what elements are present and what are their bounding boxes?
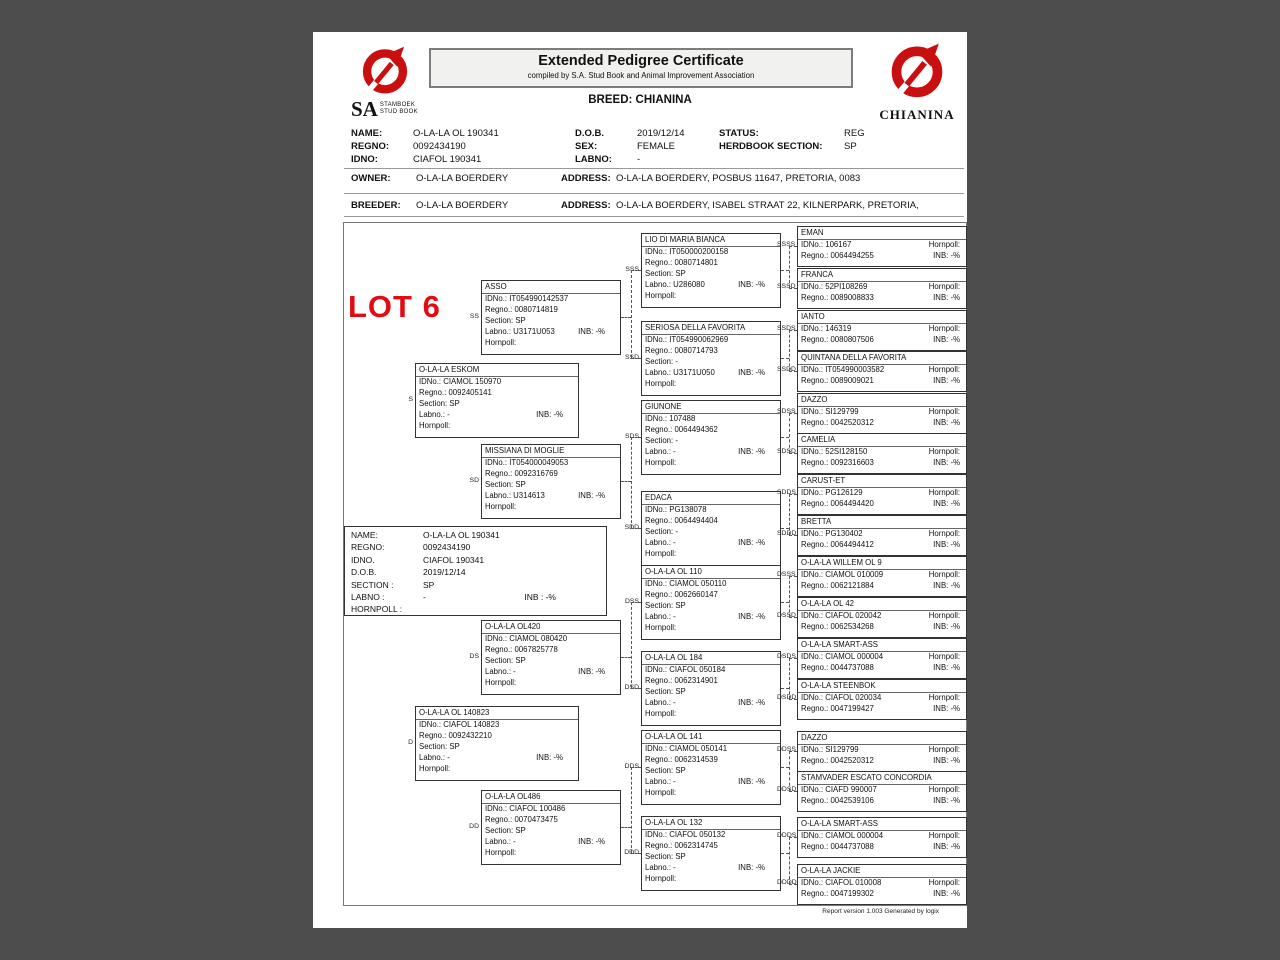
pedigree-box-dsds: O-LA-LA SMART-ASS IDNo.: CIAMOL 000004 Hornpoll: Regno.: 0044737088 INB: -%	[797, 638, 967, 679]
chianina-logo-icon	[885, 34, 949, 102]
animal-name: O-LA-LA OL 132	[642, 818, 780, 830]
pedigree-box-ssdd: QUINTANA DELLA FAVORITA IDNo.: IT054990003582 Hornpoll: Regno.: 0089009021 INB: -%	[797, 351, 967, 392]
gen-label-dds: DDS	[624, 762, 639, 770]
animal-name: O-LA-LA OL420	[482, 622, 620, 634]
animal-name: MISSIANA DI MOGLIE	[482, 446, 620, 458]
breed-heading: BREED: CHIANINA	[588, 94, 692, 106]
animal-name: SERIOSA DELLA FAVORITA	[642, 323, 780, 335]
chianina-logo	[869, 34, 965, 123]
info-row-3	[351, 153, 961, 166]
gen-label-dsss: DSSS	[777, 571, 796, 578]
pedigree-box-ddss: DAZZO IDNo.: SI129799 Hornpoll: Regno.: 0042520312 INB: -%	[797, 731, 967, 772]
sa-studbook-logo-icon	[357, 38, 413, 98]
breeder-address: O-LA-LA BOERDERY, ISABEL STRAAT 22, KILNERPARK, PRETORIA,	[616, 200, 919, 211]
pedigree-box-ddd: O-LA-LA OL 132 IDNo.: CIAFOL 050132 Regno.: 0062314745 Section: SP Labno.: - INB: -% Hornpoll:	[641, 816, 781, 891]
pedigree-connector	[789, 617, 797, 618]
regno-label: REGNO:	[351, 141, 389, 152]
animal-name: O-LA-LA OL486	[482, 792, 620, 804]
herdbook-label: HERDBOOK SECTION:	[719, 141, 823, 152]
pedigree-connector	[631, 688, 641, 689]
gen-label-ssds: SSDS	[777, 325, 796, 332]
labno-label: LABNO:	[575, 154, 612, 165]
gen-label-dsd: DSD	[624, 683, 639, 691]
gen-label-dsdd: DSDD	[777, 694, 797, 701]
gen-label-ddd: DDD	[624, 848, 639, 856]
pedigree-connector	[789, 494, 790, 535]
info-row-1	[351, 127, 961, 140]
pedigree-connector	[789, 884, 797, 885]
pedigree-box-sds: GIUNONE IDNo.: 107488 Regno.: 0064494362 Section: - Labno.: - INB: -% Hornpoll:	[641, 400, 781, 475]
gen-label-sdss: SDSS	[777, 408, 796, 415]
pedigree-connector	[789, 535, 797, 536]
pedigree-connector	[781, 358, 789, 359]
pedigree-connector	[789, 413, 790, 453]
pedigree-box-sdss: DAZZO IDNo.: SI129799 Hornpoll: Regno.: 0042520312 INB: -%	[797, 393, 967, 434]
pedigree-connector	[789, 699, 797, 700]
animal-name: EDACA	[642, 493, 780, 505]
pedigree-connector	[631, 437, 641, 438]
lot-number: LOT 6	[348, 289, 441, 324]
divider-line	[344, 168, 964, 169]
pedigree-connector	[789, 246, 790, 288]
pedigree-connector	[789, 658, 790, 699]
pedigree-box-dss: O-LA-LA OL 110 IDNo.: CIAMOL 050110 Regno.: 0062660147 Section: SP Labno.: - INB: -% Hornpoll:	[641, 565, 781, 640]
gen-label-ddsd: DDSD	[777, 786, 797, 793]
report-version-footer: Report version 1.003 Generated by logix	[822, 908, 939, 915]
pedigree-connector	[789, 791, 797, 792]
animal-name: O-LA-LA OL 184	[642, 653, 780, 665]
pedigree-connector	[631, 437, 632, 528]
pedigree-box-sssd: FRANCA IDNo.: 52PI108269 Hornpoll: Regno.: 0089008833 INB: -%	[797, 268, 967, 309]
certificate-title: Extended Pedigree Certificate	[538, 53, 744, 69]
pedigree-box-sss: LIO DI MARIA BIANCA IDNo.: IT050000200158 Regno.: 0080714801 Section: SP Labno.: U286080 INB: -% Hornpoll:	[641, 233, 781, 308]
animal-name: ASSO	[482, 282, 620, 294]
gen-label-ss: SS	[469, 312, 479, 320]
pedigree-connector	[621, 657, 631, 658]
owner-name: O-LA-LA BOERDERY	[416, 173, 509, 184]
pedigree-connector	[631, 853, 641, 854]
gen-label-dddd: DDDD	[777, 879, 797, 886]
pedigree-box-d: O-LA-LA OL 140823 IDNo.: CIAFOL 140823 Regno.: 0092432210 Section: SP Labno.: - INB: -% Hornpoll:	[415, 706, 579, 781]
gen-label-sdds: SDDS	[777, 489, 796, 496]
regno-value: 0092434190	[413, 141, 466, 152]
animal-info-grid	[351, 127, 961, 166]
gen-label-d: D	[408, 738, 413, 746]
pedigree-box-sdds: CARUST-ET IDNo.: PG126129 Hornpoll: Regno.: 0064494420 INB: -%	[797, 474, 967, 515]
pedigree-box-dd: O-LA-LA OL486 IDNo.: CIAFOL 100486 Regno.: 0070473475 Section: SP Labno.: - INB: -% Hornpoll:	[481, 790, 621, 865]
idno-label: IDNO:	[351, 154, 378, 165]
sa-logo-text: SA	[351, 97, 378, 121]
animal-name: O-LA-LA WILLEM OL 9	[798, 558, 966, 570]
animal-name: O-LA-LA JACKIE	[798, 866, 966, 878]
pedigree-box-ssss: EMAN IDNo.: 106167 Hornpoll: Regno.: 0064494255 INB: -%	[797, 226, 967, 267]
status-label: STATUS:	[719, 128, 759, 139]
animal-name: DAZZO	[798, 395, 966, 407]
certificate-title-box	[429, 48, 853, 88]
pedigree-connector	[789, 494, 797, 495]
info-row-2	[351, 140, 961, 153]
name-label: NAME:	[351, 128, 383, 139]
pedigree-box-ssds: IANTO IDNo.: 146319 Hornpoll: Regno.: 0080807506 INB: -%	[797, 310, 967, 351]
name-value: O-LA-LA OL 190341	[413, 128, 499, 139]
pedigree-connector	[631, 602, 632, 688]
pedigree-box-sd: MISSIANA DI MOGLIE IDNo.: IT054000049053 Regno.: 0092316769 Section: SP Labno.: U314613 INB: -% Hornpoll:	[481, 444, 621, 519]
animal-name: O-LA-LA OL 42	[798, 599, 966, 611]
gen-label-sd: SD	[469, 476, 479, 484]
gen-label-sds: SDS	[625, 432, 639, 440]
gen-label-sssd: SSSD	[777, 283, 796, 290]
pedigree-connector	[631, 358, 641, 359]
gen-label-ssd: SSD	[625, 353, 639, 361]
pedigree-box-dsdd: O-LA-LA STEENBOK IDNo.: CIAFOL 020034 Hornpoll: Regno.: 0047199427 INB: -%	[797, 679, 967, 720]
pedigree-connector	[631, 528, 641, 529]
pedigree-connector	[781, 688, 789, 689]
animal-name: O-LA-LA OL 141	[642, 732, 780, 744]
pedigree-connector	[631, 767, 641, 768]
animal-name: QUINTANA DELLA FAVORITA	[798, 353, 966, 365]
pedigree-connector	[789, 453, 797, 454]
pedigree-connector	[781, 767, 789, 768]
breeder-label: BREEDER:	[351, 200, 401, 211]
pedigree-box-ds: O-LA-LA OL420 IDNo.: CIAMOL 080420 Regno.: 0067825778 Section: SP Labno.: - INB: -% Hornpoll:	[481, 620, 621, 695]
pedigree-box-dssd: O-LA-LA OL 42 IDNo.: CIAFOL 020042 Hornpoll: Regno.: 0062534268 INB: -%	[797, 597, 967, 638]
breeder-row	[351, 200, 919, 211]
animal-name: GIUNONE	[642, 402, 780, 414]
pedigree-connector	[789, 330, 797, 331]
animal-name: O-LA-LA SMART-ASS	[798, 819, 966, 831]
chianina-logo-label: CHIANINA	[879, 107, 955, 122]
herdbook-value: SP	[844, 141, 857, 152]
pedigree-box-ddds: O-LA-LA SMART-ASS IDNo.: CIAMOL 000004 Hornpoll: Regno.: 0044737088 INB: -%	[797, 817, 967, 858]
breeder-name: O-LA-LA BOERDERY	[416, 200, 509, 211]
pedigree-connector	[781, 437, 789, 438]
pedigree-connector	[621, 827, 631, 828]
animal-name: O-LA-LA ESKOM	[416, 365, 578, 377]
idno-value: CIAFOL 190341	[413, 154, 482, 165]
owner-address-label: ADDRESS:	[561, 173, 611, 184]
subject-animal-box: NAME: O-LA-LA OL 190341 REGNO: 0092434190 IDNO. CIAFOL 190341 D.O.B. 2019/12/14 SECTION : SP LABNO : - INB : -% HORNPOLL :	[344, 526, 607, 616]
animal-name: CARUST-ET	[798, 476, 966, 488]
pedigree-box-dsss: O-LA-LA WILLEM OL 9 IDNo.: CIAMOL 010009 Hornpoll: Regno.: 0062121884 INB: -%	[797, 556, 967, 597]
pedigree-connector	[789, 288, 797, 289]
certificate-subtitle: compiled by S.A. Stud Book and Animal Improvement Association	[527, 71, 755, 80]
status-value: REG	[844, 128, 865, 139]
pedigree-connector	[621, 317, 631, 318]
pedigree-certificate-page	[313, 32, 967, 928]
pedigree-box-ss: ASSO IDNo.: IT054990142537 Regno.: 0080714819 Section: SP Labno.: U3171U053 INB: -% Hornpoll:	[481, 280, 621, 355]
dob-value: 2019/12/14	[637, 128, 685, 139]
pedigree-connector	[781, 270, 789, 271]
pedigree-connector	[631, 767, 632, 853]
pedigree-box-sdd: EDACA IDNo.: PG138078 Regno.: 0064494404 Section: - Labno.: - INB: -% Hornpoll:	[641, 491, 781, 566]
pedigree-connector	[789, 371, 797, 372]
pedigree-connector	[631, 270, 632, 358]
sex-value: FEMALE	[637, 141, 676, 152]
pedigree-connector	[781, 853, 789, 854]
pedigree-box-dddd: O-LA-LA JACKIE IDNo.: CIAFOL 010008 Hornpoll: Regno.: 0047199302 INB: -%	[797, 864, 967, 905]
animal-name: O-LA-LA SMART-ASS	[798, 640, 966, 652]
gen-label-ddss: DDSS	[777, 746, 796, 753]
gen-label-dss: DSS	[625, 597, 639, 605]
animal-name: EMAN	[798, 228, 966, 240]
pedigree-box-s: O-LA-LA ESKOM IDNo.: CIAMOL 150970 Regno.: 0092405141 Section: SP Labno.: - INB: -% Hornpoll:	[415, 363, 579, 438]
gen-label-sdsd: SDSD	[777, 448, 796, 455]
sex-label: SEX:	[575, 141, 598, 152]
pedigree-box-sddd: BRETTA IDNo.: PG130402 Hornpoll: Regno.: 0064494412 INB: -%	[797, 515, 967, 556]
pedigree-box-sdsd: CAMELIA IDNo.: 52SI128150 Hornpoll: Regno.: 0092316603 INB: -%	[797, 433, 967, 474]
gen-label-ds: DS	[469, 652, 479, 660]
animal-name: BRETTA	[798, 517, 966, 529]
animal-name: CAMELIA	[798, 435, 966, 447]
pedigree-connector	[789, 576, 790, 617]
pedigree-connector	[631, 270, 641, 271]
sa-studbook-logo	[351, 38, 429, 119]
dob-label: D.O.B.	[575, 128, 605, 139]
animal-name: LIO DI MARIA BIANCA	[642, 235, 780, 247]
pedigree-connector	[789, 658, 797, 659]
animal-name: O-LA-LA STEENBOK	[798, 681, 966, 693]
gen-label-ssdd: SSDD	[777, 366, 796, 373]
pedigree-box-ddsd: STAMVADER ESCATO CONCORDIA IDNo.: CIAFD 990007 Hornpoll: Regno.: 0042539106 INB: -%	[797, 771, 967, 812]
pedigree-box-ssd: SERIOSA DELLA FAVORITA IDNo.: IT054990062969 Regno.: 0080714793 Section: - Labno.: U3171U050 INB: -% Hornpoll:	[641, 321, 781, 396]
gen-label-dsds: DSDS	[777, 653, 796, 660]
pedigree-connector	[789, 751, 797, 752]
sa-logo-subtext: STAMBOEK STUD BOOK	[379, 102, 418, 115]
pedigree-connector	[621, 481, 631, 482]
gen-label-sddd: SDDD	[777, 530, 797, 537]
pedigree-box-dsd: O-LA-LA OL 184 IDNo.: CIAFOL 050184 Regno.: 0062314901 Section: SP Labno.: - INB: -% Hornpoll:	[641, 651, 781, 726]
animal-name: STAMVADER ESCATO CONCORDIA	[798, 773, 966, 785]
pedigree-connector	[631, 602, 641, 603]
gen-label-sdd: SDD	[624, 523, 639, 531]
pedigree-connector	[789, 837, 797, 838]
gen-label-dd: DD	[469, 822, 479, 830]
pedigree-connector	[789, 576, 797, 577]
pedigree-connector	[789, 751, 790, 791]
pedigree-connector	[789, 330, 790, 371]
pedigree-connector	[781, 528, 789, 529]
pedigree-box-dds: O-LA-LA OL 141 IDNo.: CIAMOL 050141 Regno.: 0062314539 Section: SP Labno.: - INB: -% Hornpoll:	[641, 730, 781, 805]
divider-line	[344, 193, 964, 194]
labno-value: -	[637, 154, 641, 165]
gen-label-sss: SSS	[625, 265, 639, 273]
animal-name: DAZZO	[798, 733, 966, 745]
pedigree-tree	[343, 222, 967, 906]
pedigree-connector	[789, 413, 797, 414]
gen-label-dssd: DSSD	[777, 612, 796, 619]
animal-name: O-LA-LA OL 140823	[416, 708, 578, 720]
animal-name: O-LA-LA OL 110	[642, 567, 780, 579]
pedigree-connector	[789, 246, 797, 247]
gen-label-s: S	[408, 395, 413, 403]
pedigree-connector	[781, 602, 789, 603]
divider-line	[344, 216, 964, 217]
owner-address: O-LA-LA BOERDERY, POSBUS 11647, PRETORIA, 0083	[616, 173, 861, 184]
gen-label-ssss: SSSS	[777, 241, 796, 248]
breeder-address-label: ADDRESS:	[561, 200, 611, 211]
gen-label-ddds: DDDS	[777, 832, 797, 839]
animal-name: IANTO	[798, 312, 966, 324]
animal-name: FRANCA	[798, 270, 966, 282]
owner-label: OWNER:	[351, 173, 391, 184]
owner-row	[351, 173, 860, 184]
pedigree-connector	[789, 837, 790, 884]
